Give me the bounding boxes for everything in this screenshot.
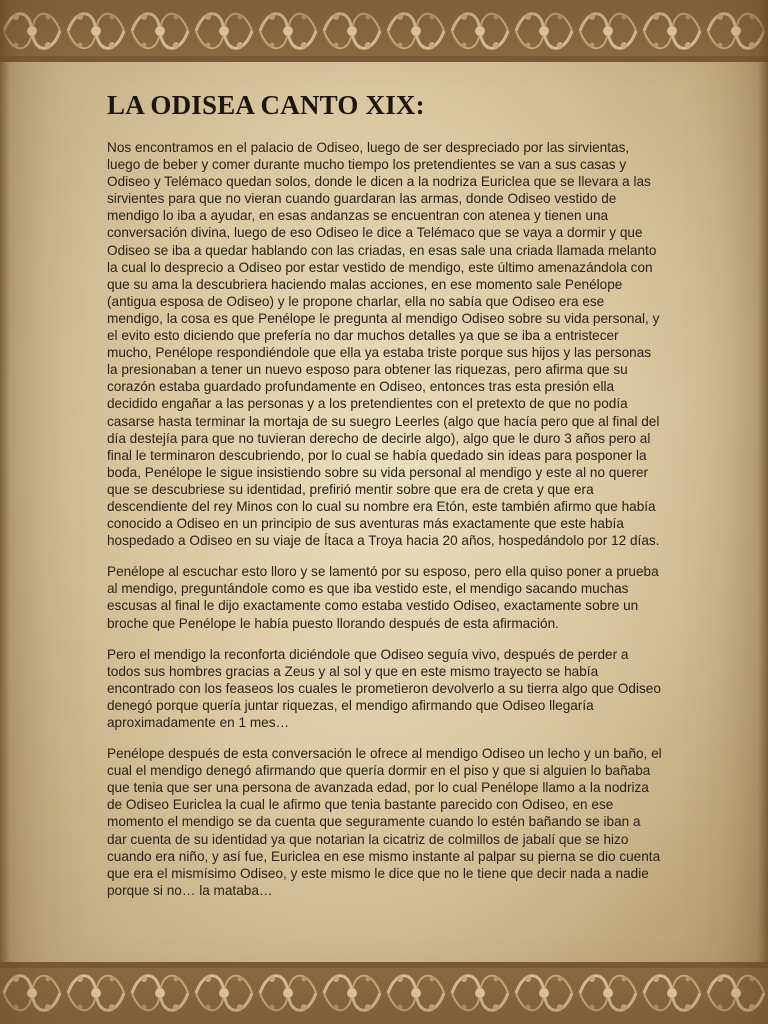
page-edge-right bbox=[758, 0, 768, 1024]
page-edge-left bbox=[0, 0, 10, 1024]
ornament-pattern-bottom bbox=[0, 962, 768, 1024]
paragraph-3: Pero el mendigo la reconforta diciéndole que Odiseo seguía vivo, después de perder a todos sus hombres gracias a Zeus y al sol y que en este mismo trayecto se había encontrado con los feaseos los cuales le prometieron devolverlo a su tierra algo que Odiseo denegó porque quería juntar riquezas, el mendigo afirmando que Odiseo llegaría aproximadamente en 1 mes… bbox=[107, 646, 661, 730]
ornamental-border-bottom bbox=[0, 962, 768, 1024]
paragraph-2: Penélope al escuchar esto lloro y se lamentó por su esposo, pero ella quiso poner a prueba al mendigo, preguntándole como es que iba vestido este, el mendigo sacando muchas escusas al final le dijo exactamente como estaba vestido Odiseo, exactamente sobre un broche que Penélope le había puesto llorando después de esta afirmación. bbox=[107, 564, 659, 631]
document-title: LA ODISEA CANTO XIX: bbox=[107, 90, 425, 120]
ornamental-border-top bbox=[0, 0, 768, 62]
paragraph-1: Nos encontramos en el palacio de Odiseo, luego de ser despreciado por las sirvientas, luego de beber y comer durante mucho tiempo los pretendientes se van a sus casas y Odiseo y Telémaco quedan solos, donde le dicen a la nodriza Euriclea que se llevara a las sirvientes para que no vieran cuando guardaran las armas, donde Odiseo vestido de mendigo lo iba a ayudar, en esas andanzas se encuentran con atenea y tienen una conversación divina, luego de eso Odiseo le dice a Telémaco que se vaya a dormir y que Odiseo se iba a quedar hablando con las criadas, en esas sale una criada llamada melanto la cual lo desprecio a Odiseo por estar vestido de mendigo, este último amenazándola con que su ama la descubriera haciendo malas acciones, en ese momento sale Penélope (antigua esposa de Odiseo) y le propone charlar, ella no sabía que Odiseo era ese mendigo, la cosa es que Penélope le pregunta al mendigo Odiseo sobre su vida personal, y el evito esto diciendo que prefería no dar muchos detalles ya que se iba a entristecer mucho, Penélope respondiéndole que ella ya estaba triste porque sus hijos y las personas la presionaban a tener un nuevo esposo para obtener las riquezas, pero afirma que su corazón estaba guardado profundamente en Odiseo, entonces tras esta presión ella decidido engañar a las personas y a los pretendientes con el pretexto de que no podía casarse hasta terminar la mortaja de su suegro Leerles (algo que hacía pero que al final del día destejía para que no tuvieran derecho de decirle algo), algo que le duro 3 años pero al final le terminaron descubriendo, por lo cual se había quedado sin ideas para posponer la boda, Penélope le sigue insistiendo sobre su vida personal al mendigo y este al no querer que se descubriese su identidad, prefirió mentir sobre que era de creta y que era descendiente del rey Minos con lo cual su nombre era Etón, este también afirmo que había conocido a Odiseo en un principio de sus aventuras más exactamente que este había hospedado a Odiseo en su viaje de Ítaca a Troya hacia 20 años, hospedándolo por 12 días. bbox=[107, 140, 660, 549]
paragraph-4: Penélope después de esta conversación le ofrece al mendigo Odiseo un lecho y un baño, el cual el mendigo denegó afirmando que quería dormir en el piso y que si alguien lo bañaba que tenia que ser una persona de avanzada edad, por lo cual Penélope llamo a la nodriza de Odiseo Euriclea la cual le afirmo que tenia bastante parecido con Odiseo, en ese momento el mendigo se da cuenta que seguramente cuando lo estén bañando se iban a dar cuenta de su identidad ya que notarian la cicatriz de colmillos de jabalí que se hizo cuando era niño, y así fue, Euriclea en ese mismo instante al palpar su pierna se dio cuenta que era el mismísimo Odiseo, y este mismo le dice que no le tiene que decir nada a nadie porque si no… la mataba… bbox=[107, 746, 662, 898]
document-body bbox=[107, 90, 663, 913]
ornament-pattern-top bbox=[0, 0, 768, 62]
